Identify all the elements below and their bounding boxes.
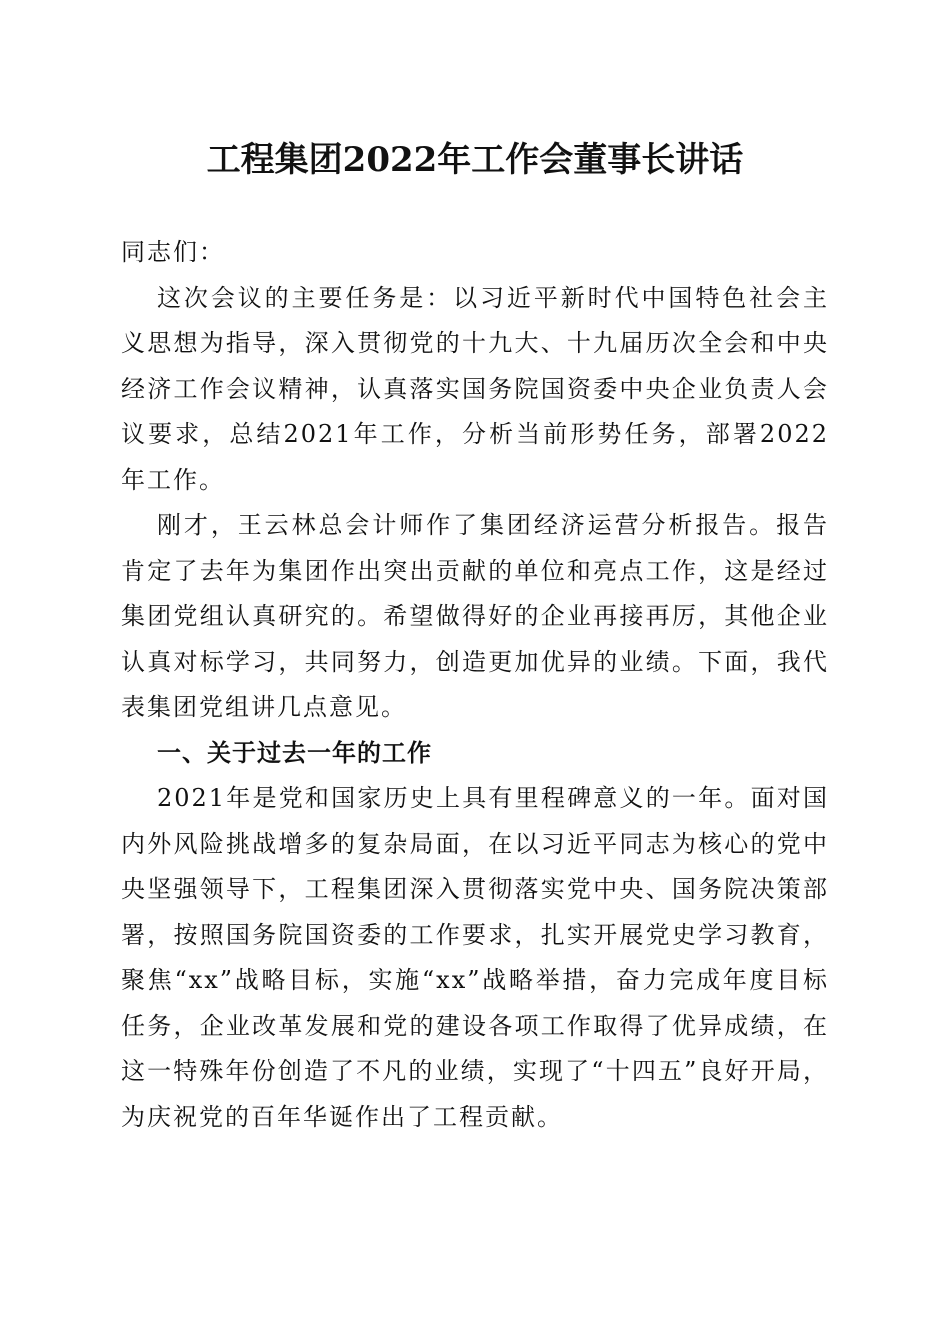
paragraph-meeting-tasks: 这次会议的主要任务是：以习近平新时代中国特色社会主义思想为指导，深入贯彻党的十九大、十九届历次全会和中央经济工作会议精神，认真落实国务院国资委中央企业负责人会议要求，总结2021年工作，分析当前形势任务，部署2022年工作。	[121, 283, 829, 494]
salutation: 同志们：	[121, 238, 225, 266]
paragraph-past-year: 2021年是党和国家历史上具有里程碑意义的一年。面对国内外风险挑战增多的复杂局面，在以习近平同志为核心的党中央坚强领导下，工程集团深入贯彻落实党中央、国务院决策部署，按照国务院国资委的工作要求，扎实开展党史学习教育，聚焦“xx”战略目标，实施“xx”战略举措，奋力完成年度目标任务，企业改革发展和党的建设各项工作取得了优异成绩，在这一特殊年份创造了不凡的业绩，实现了“十四五”良好开局，为庆祝党的百年华诞作出了工程贡献。	[121, 784, 829, 1131]
document-title: 工程集团2022年工作会董事长讲话	[206, 140, 744, 180]
section-heading: 一、关于过去一年的工作	[157, 738, 432, 767]
document-body	[121, 230, 829, 1140]
paragraph-report-summary: 刚才，王云林总会计师作了集团经济运营分析报告。报告肯定了去年为集团作出突出贡献的单位和亮点工作，这是经过集团党组认真研究的。希望做得好的企业再接再厉，其他企业认真对标学习，共同努力，创造更加优异的业绩。下面，我代表集团党组讲几点意见。	[121, 511, 829, 721]
